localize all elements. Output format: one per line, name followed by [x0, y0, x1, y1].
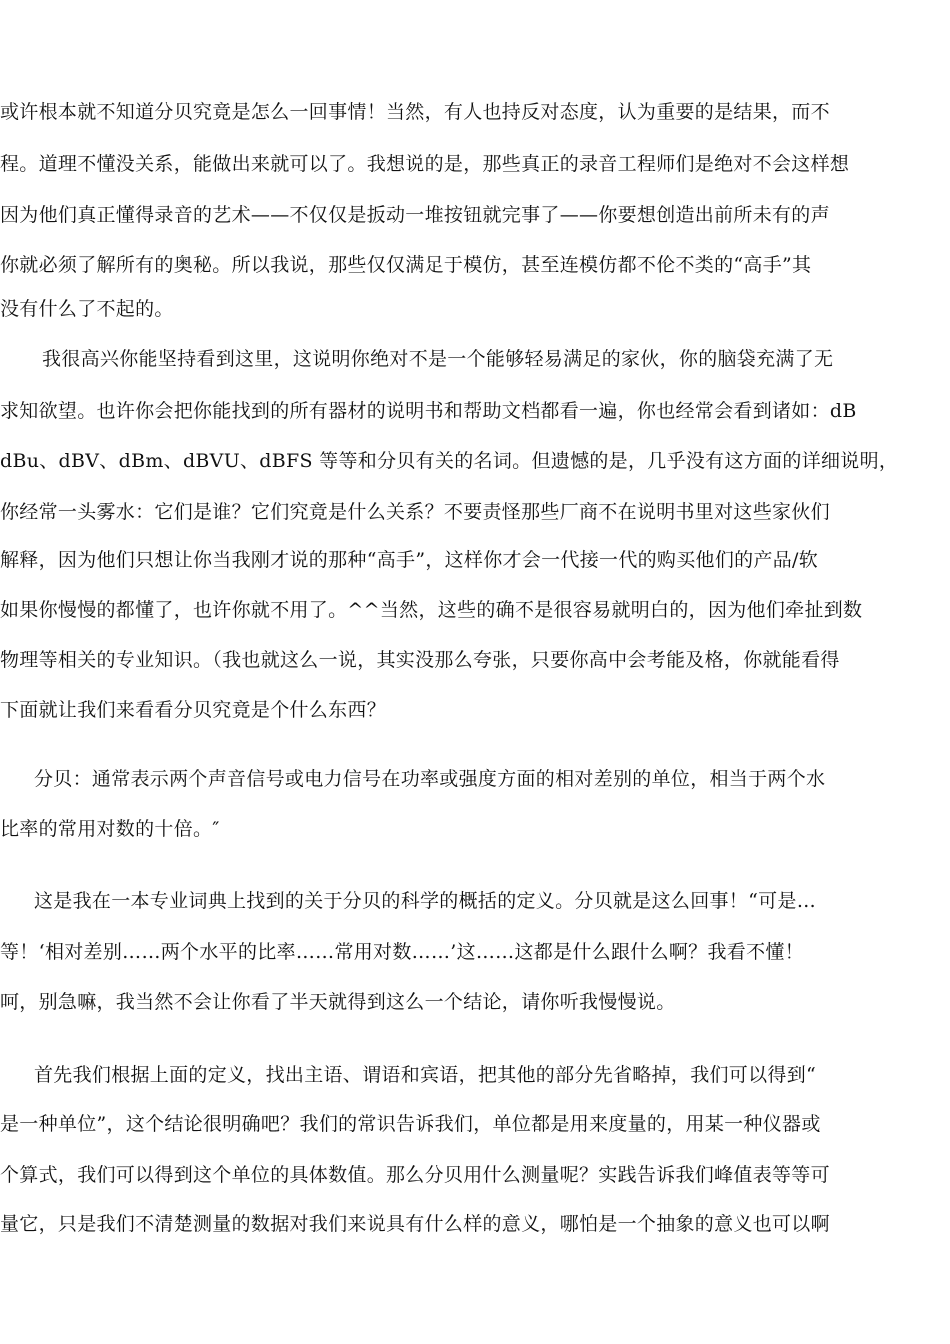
paragraph-5-line-1: 首先我们根据上面的定义，找出主语、谓语和宾语，把其他的部分先省略掉，我们可以得到“ — [34, 1064, 817, 1086]
paragraph-1-line-5: 没有什么了不起的。 — [0, 298, 174, 320]
paragraph-2-line-6: 如果你慢慢的都懂了，也许你就不用了。^^当然，这些的确不是很容易就明白的，因为他们牵扯到数 — [0, 599, 863, 621]
paragraph-3-line-2: 比率的常用对数的十倍。″ — [0, 818, 220, 840]
paragraph-2-line-3: dBu、dBV、dBm、dBVU、dBFS 等等和分贝有关的名词。但遗憾的是，几乎没有这方面的详细说明， — [0, 450, 899, 472]
paragraph-5-line-2: 是一种单位”，这个结论很明确吧？我们的常识告诉我们，单位都是用来度量的，用某一种仪器或 — [0, 1113, 821, 1135]
paragraph-4-line-3: 呵，别急嘛，我当然不会让你看了半天就得到这么一个结论，请你听我慢慢说。 — [0, 991, 676, 1013]
paragraph-3-line-1: 分贝：通常表示两个声音信号或电力信号在功率或强度方面的相对差别的单位，相当于两个水 — [34, 768, 826, 790]
paragraph-5-line-3: 个算式，我们可以得到这个单位的具体数值。那么分贝用什么测量呢？实践告诉我们峰值表等等可 — [0, 1164, 830, 1186]
paragraph-1-line-3: 因为他们真正懂得录音的艺术——不仅仅是扳动一堆按钮就完事了——你要想创造出前所未有的声 — [0, 204, 830, 226]
paragraph-1-line-1: 或许根本就不知道分贝究竟是怎么一回事情！当然，有人也持反对态度，认为重要的是结果，而不 — [0, 101, 830, 123]
paragraph-2-line-7: 物理等相关的专业知识。（我也就这么一说，其实没那么夸张，只要你高中会考能及格，你就能看得 — [0, 649, 840, 671]
paragraph-2-line-2: 求知欲望。也许你会把你能找到的所有器材的说明书和帮助文档都看一遍，你也经常会看到诸如：dB — [0, 400, 857, 422]
paragraph-4-line-1: 这是我在一本专业词典上找到的关于分贝的科学的概括的定义。分贝就是这么回事！“可是… — [34, 890, 817, 912]
paragraph-2-line-1: 我很高兴你能坚持看到这里，这说明你绝对不是一个能够轻易满足的家伙，你的脑袋充满了无 — [42, 348, 834, 370]
paragraph-1-line-2: 程。道理不懂没关系，能做出来就可以了。我想说的是，那些真正的录音工程师们是绝对不会这样想 — [0, 153, 850, 175]
paragraph-4-line-2: 等！‘相对差别……两个水平的比率……常用对数……’这……这都是什么跟什么啊？我看不懂！ — [0, 941, 804, 963]
paragraph-2-line-5: 解释，因为他们只想让你当我刚才说的那种“高手”，这样你才会一代接一代的购买他们的产品/软 — [0, 549, 819, 571]
paragraph-2-line-8: 下面就让我们来看看分贝究竟是个什么东西？ — [0, 699, 387, 721]
paragraph-5-line-4: 量它，只是我们不清楚测量的数据对我们来说具有什么样的意义，哪怕是一个抽象的意义也可以啊 — [0, 1213, 830, 1235]
paragraph-1-line-4: 你就必须了解所有的奥秘。所以我说，那些仅仅满足于模仿，甚至连模仿都不伦不类的“高手”其 — [0, 254, 812, 276]
paragraph-2-line-4: 你经常一头雾水：它们是谁？它们究竟是什么关系？不要责怪那些厂商不在说明书里对这些家伙们 — [0, 501, 830, 523]
